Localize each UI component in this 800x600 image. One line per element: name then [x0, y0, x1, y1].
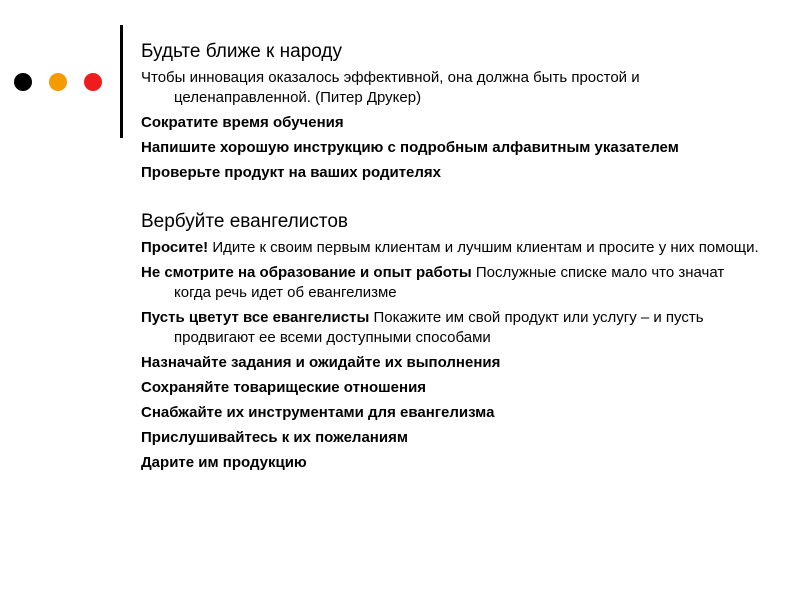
section-gap [141, 188, 761, 210]
list-item [141, 378, 761, 398]
list-item-bold: Прислушивайтесь к их пожеланиям [141, 429, 408, 446]
orange-dot-icon [49, 73, 67, 91]
list-item [141, 308, 761, 348]
list-item-text: Покажите им свой продукт или услугу – и пусть продвигают ее всеми доступными способами [174, 309, 704, 346]
vertical-divider [120, 25, 123, 138]
list-item [141, 138, 761, 158]
list-item-text: Идите к своим первым клиентам и лучшим клиентам и просите у них помощи. [208, 239, 759, 256]
list-item [141, 453, 761, 473]
list-item-bold: Назначайте задания и ожидайте их выполнения [141, 354, 501, 371]
list-item [141, 238, 761, 258]
red-dot-icon [84, 73, 102, 91]
list-item [141, 403, 761, 423]
list-item-bold: Проверьте продукт на ваших родителях [141, 164, 441, 181]
list-item [141, 163, 761, 183]
list-item-bold: Сохраняйте товарищеские отношения [141, 379, 427, 396]
slide-content [141, 40, 761, 478]
decorative-dots [14, 73, 104, 93]
list-item [141, 428, 761, 448]
list-item [141, 353, 761, 373]
black-dot-icon [14, 73, 32, 91]
section-heading-1: Будьте ближе к народу [141, 41, 342, 62]
list-item-bold: Сократите время обучения [141, 114, 344, 131]
list-item-bold: Снабжайте их инструментами для евангелизма [141, 404, 495, 421]
section-heading-2: Вербуйте евангелистов [141, 211, 349, 232]
list-item-bold: Просите! [141, 239, 209, 256]
list-item [141, 263, 761, 303]
list-item-bold: Дарите им продукцию [141, 454, 307, 471]
list-item-bold: Не смотрите на образование и опыт работы [141, 264, 472, 281]
quote-text: Чтобы инновация оказалось эффективной, она должна быть простой и целенаправленной. (Питер Друкер) [141, 69, 640, 106]
list-item-text: Послужные списке мало что значат когда речь идет об евангелизме [174, 264, 725, 301]
list-item-bold: Пусть цветут все евангелисты [141, 309, 370, 326]
list-item [141, 113, 761, 133]
list-item-bold: Напишите хорошую инструкцию с подробным алфавитным указателем [141, 139, 679, 156]
